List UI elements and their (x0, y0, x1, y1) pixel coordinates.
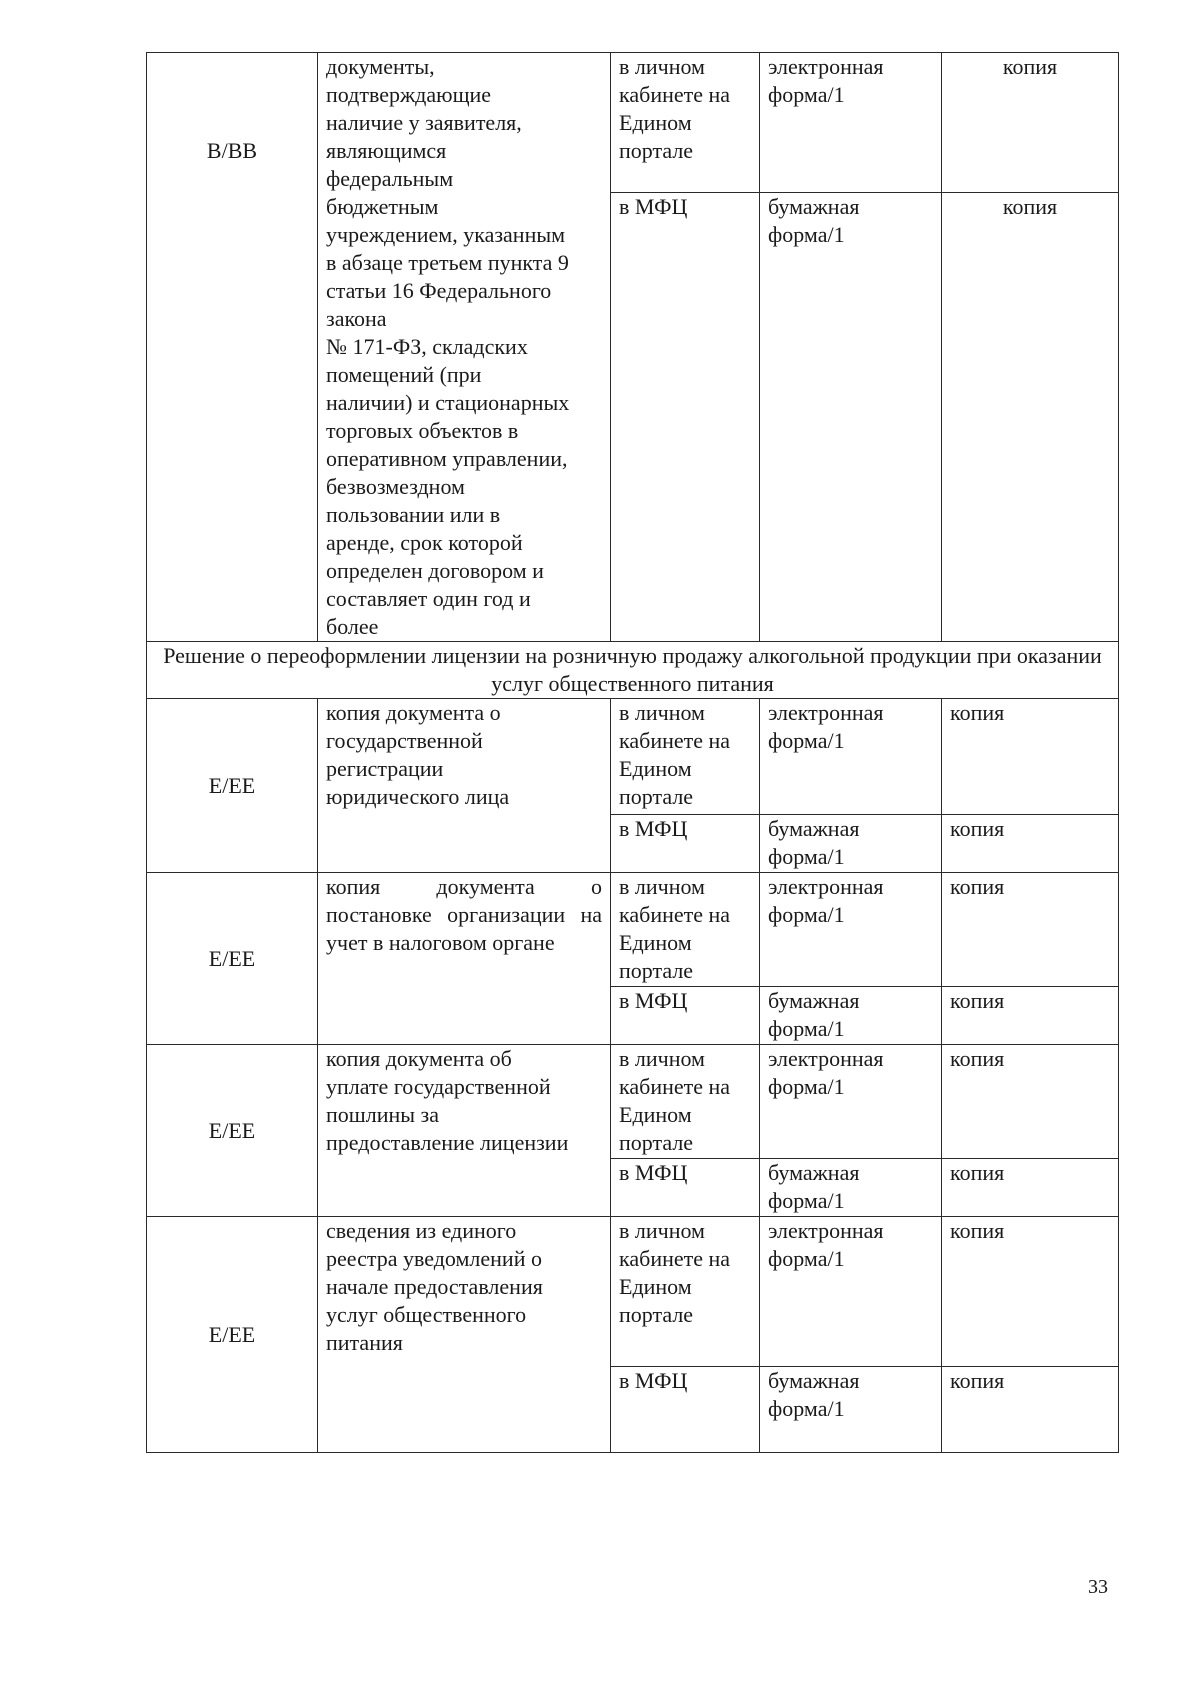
document-type-cell: копия (942, 193, 1119, 642)
section-title: Решение о переоформлении лицензии на розничную продажу алкогольной продукции при оказании услуг общественного питания (147, 642, 1119, 699)
table-row (147, 53, 1119, 193)
submission-channel-cell: в МФЦ (611, 193, 760, 642)
document-form-cell: электронная форма/1 (760, 873, 942, 987)
submission-channel-cell: в МФЦ (611, 1159, 760, 1217)
document-code-cell: В/ВВ (147, 53, 318, 642)
document-type-cell: копия (942, 1217, 1119, 1367)
document-type-cell: копия (942, 1045, 1119, 1159)
document-type-cell: копия (942, 815, 1119, 873)
submission-channel-cell: в личном кабинете на Едином портале (611, 873, 760, 987)
document-type-cell: копия (942, 987, 1119, 1045)
submission-channel-cell: в МФЦ (611, 1367, 760, 1453)
submission-channel-cell: в личном кабинете на Едином портале (611, 1217, 760, 1367)
table-row (147, 873, 1119, 987)
document-description-cell: копия документа о постановке организации на учет в налоговом органе (318, 873, 611, 1045)
submission-channel-cell: в личном кабинете на Едином портале (611, 53, 760, 193)
submission-channel-cell: в личном кабинете на Едином портале (611, 699, 760, 815)
document-form-cell: бумажная форма/1 (760, 987, 942, 1045)
table-row (147, 699, 1119, 815)
document-description-cell: копия документа о государственной регистрации юридического лица (318, 699, 611, 873)
table-row (147, 1217, 1119, 1367)
table-row (147, 1045, 1119, 1159)
section-header-row (147, 642, 1119, 699)
document-form-cell: бумажная форма/1 (760, 193, 942, 642)
document-type-cell: копия (942, 873, 1119, 987)
document-form-cell: бумажная форма/1 (760, 1367, 942, 1453)
document-form-cell: электронная форма/1 (760, 53, 942, 193)
document-description-cell: сведения из единого реестра уведомлений о начале предоставления услуг общественного питания (318, 1217, 611, 1453)
document-code-cell: Е/ЕЕ (147, 873, 318, 1045)
document-type-cell: копия (942, 1159, 1119, 1217)
documents-table (146, 52, 1119, 1453)
submission-channel-cell: в МФЦ (611, 815, 760, 873)
document-type-cell: копия (942, 53, 1119, 193)
document-form-cell: электронная форма/1 (760, 1045, 942, 1159)
document-form-cell: бумажная форма/1 (760, 815, 942, 873)
document-description-cell: документы, подтверждающие наличие у заявителя, являющимся федеральным бюджетным учреждением, указанным в абзаце третьем пункта 9 статьи 16 Федерального закона № 171-ФЗ, складских помещений (при наличии) и стационарных торговых объектов в оперативном управлении, безвозмездном пользовании или в аренде, срок которой определен договором и составляет один год и более (318, 53, 611, 642)
submission-channel-cell: в МФЦ (611, 987, 760, 1045)
document-code-cell: Е/ЕЕ (147, 1045, 318, 1217)
page-number: 33 (1088, 1576, 1108, 1598)
document-description-cell: копия документа об уплате государственной пошлины за предоставление лицензии (318, 1045, 611, 1217)
submission-channel-cell: в личном кабинете на Едином портале (611, 1045, 760, 1159)
document-type-cell: копия (942, 1367, 1119, 1453)
document-form-cell: электронная форма/1 (760, 699, 942, 815)
document-form-cell: бумажная форма/1 (760, 1159, 942, 1217)
document-form-cell: электронная форма/1 (760, 1217, 942, 1367)
document-code-cell: Е/ЕЕ (147, 1217, 318, 1453)
document-type-cell: копия (942, 699, 1119, 815)
document-code-cell: Е/ЕЕ (147, 699, 318, 873)
